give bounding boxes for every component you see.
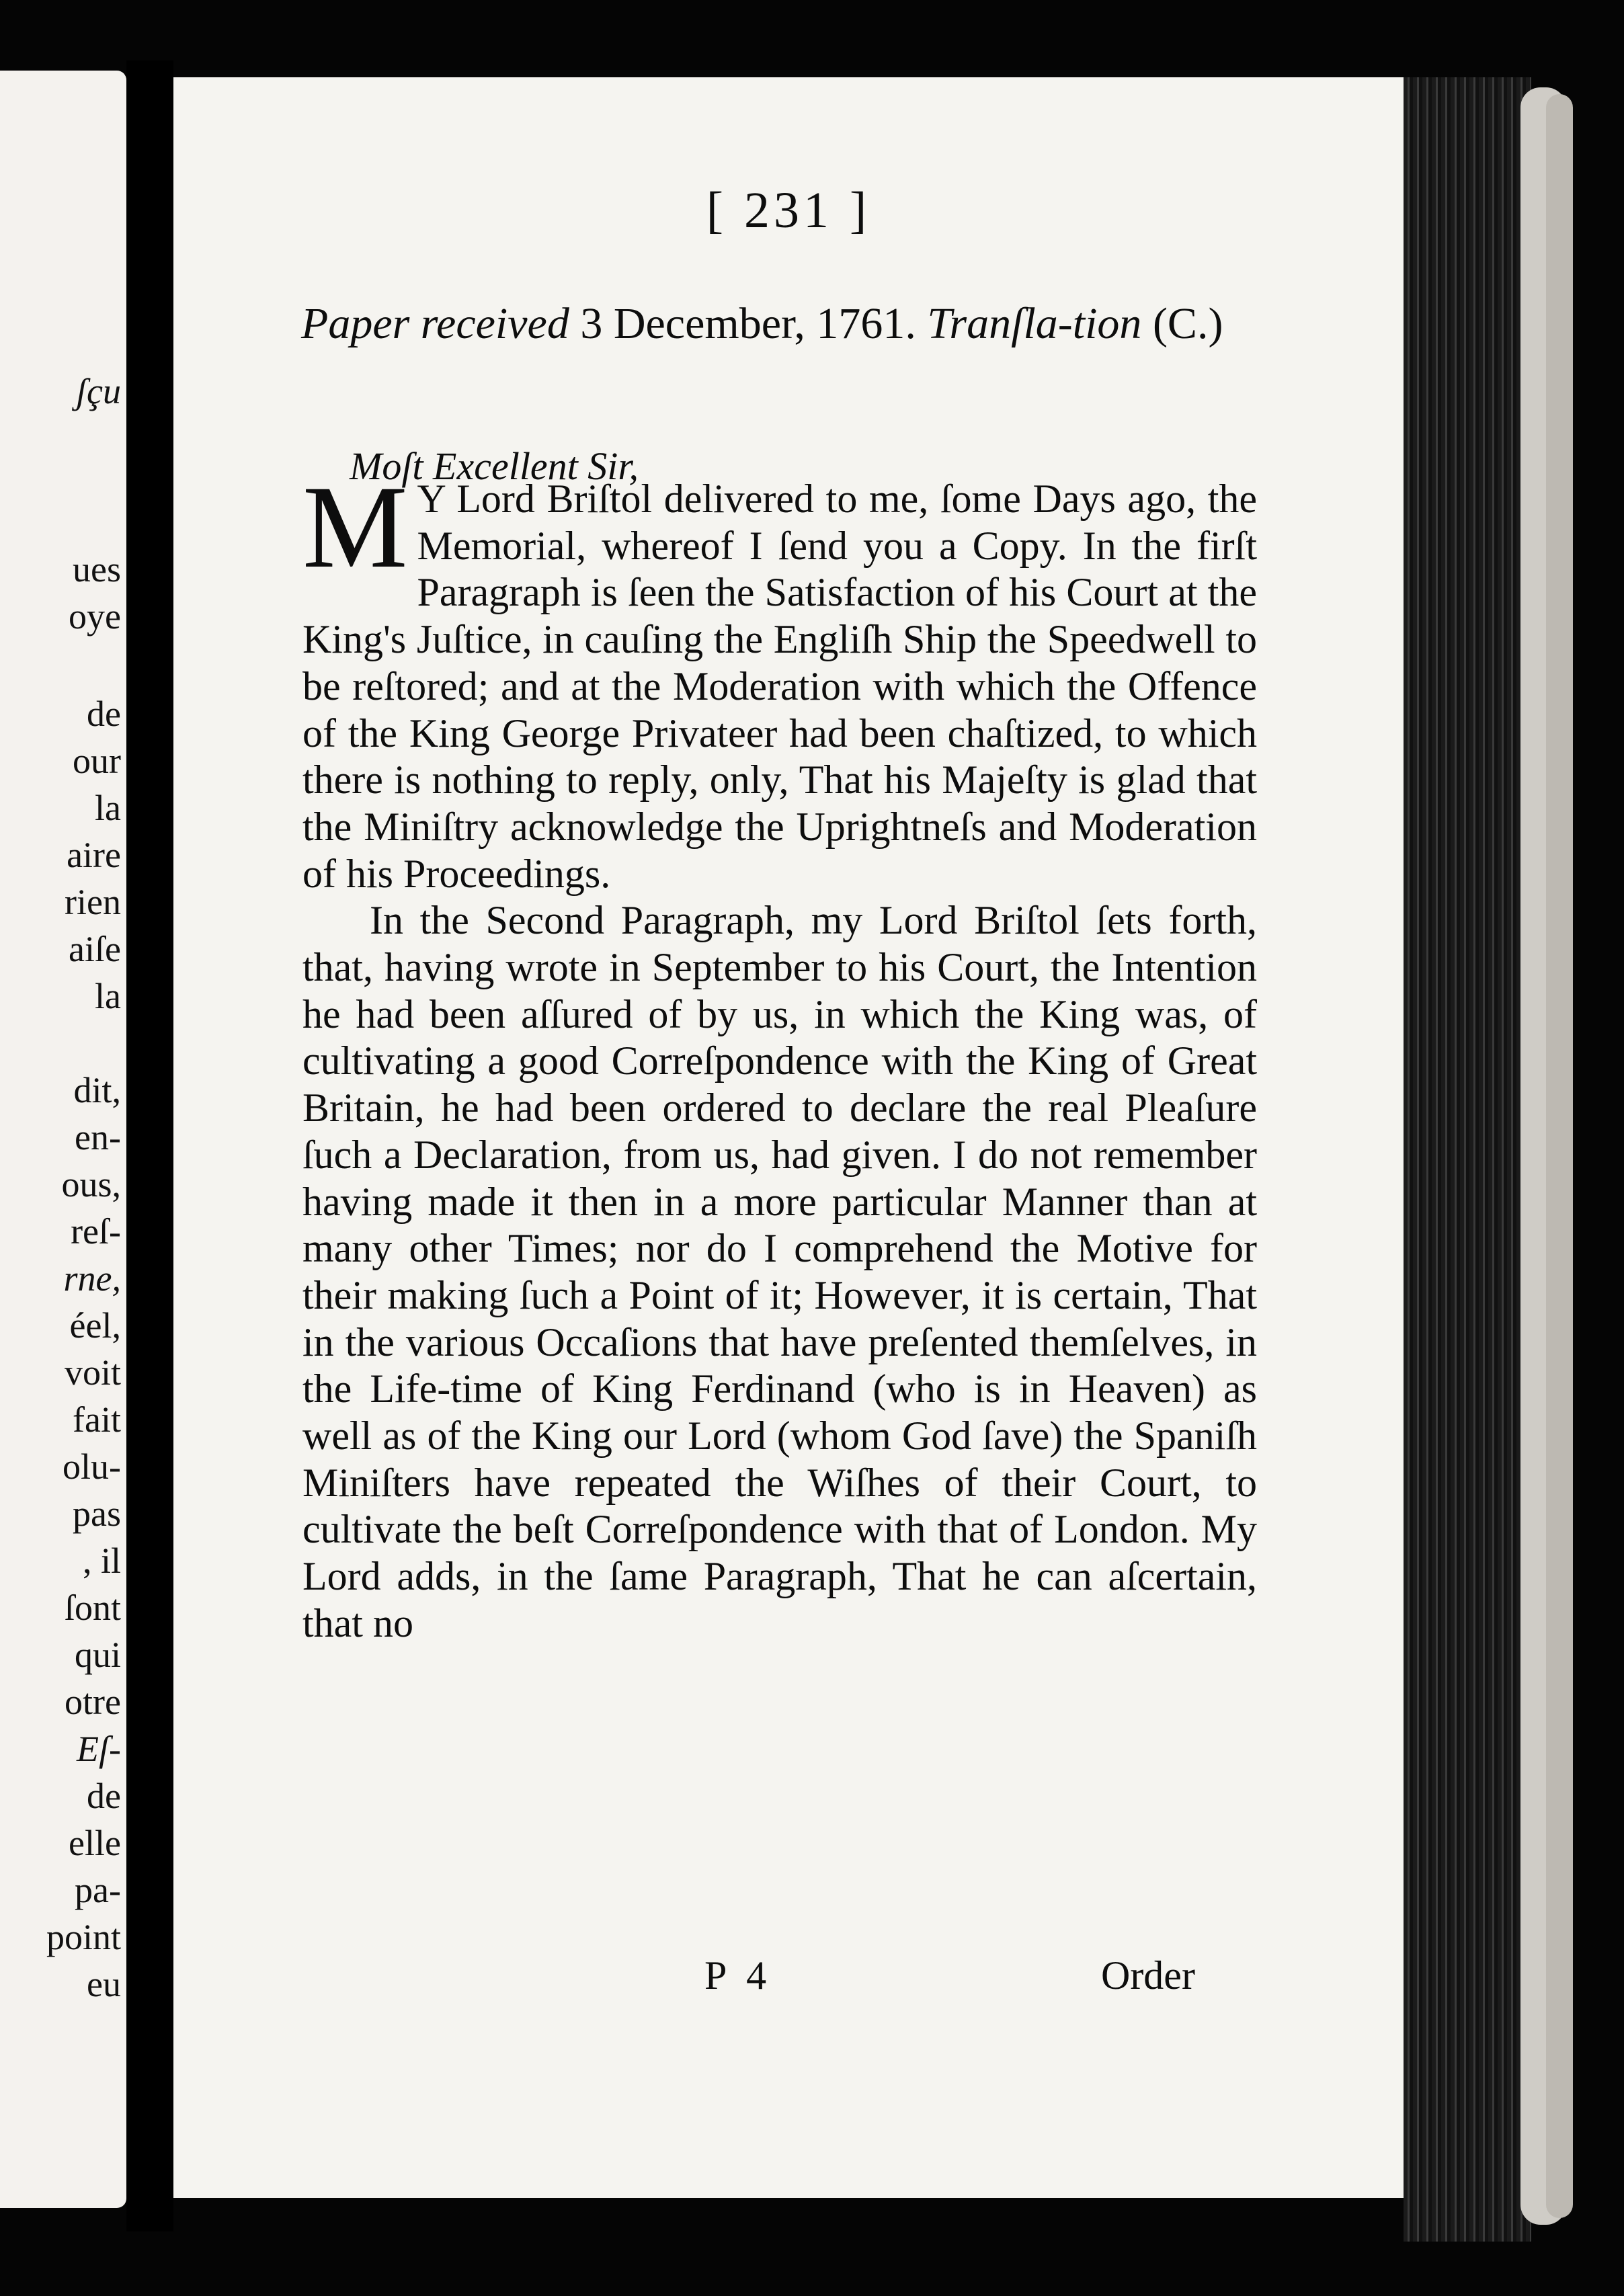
facing-page-fragment: elle [69,1823,121,1863]
heading-label: (C.) [1152,299,1223,348]
facing-page-fragment: otre [65,1682,121,1722]
facing-page-fragment: rne, [63,1258,121,1299]
facing-page-fragment: ſont [64,1588,121,1628]
facing-page-fragment: pa- [75,1870,121,1910]
facing-page-fragment: reſ- [71,1211,121,1252]
heading-date: 3 December, 1761. [580,299,916,348]
facing-page-fragment: éel, [69,1305,121,1346]
facing-page-fragment: qui [74,1635,121,1675]
facing-page-fragment: pas [73,1493,121,1534]
heading-italic-1: Paper received [301,299,569,348]
book-gutter [126,60,173,2231]
page-number: [ 231 ] [706,182,871,239]
facing-page-fragment: Eſ- [77,1729,121,1769]
facing-page-fragment: en- [75,1117,121,1157]
signature-mark: P 4 [704,1953,772,1998]
paragraph-2: In the Second Paragraph, my Lord Briſtol ſets forth, that, having wrote in September to his Court, the Intention he had been aſſured of by us, in which the King was, of cultivating a good Correſpondence with the King of Great Britain, he had been ordered to declare the real Pleaſure ſuch a Declaration, from us, had given. I do not remember having made it then in a more particular Manner than at many other Times; nor do I comprehend the Motive for their making ſuch a Point of it; However, it is certain, That in the various Occaſions that have preſented themſelves, in the Life-time of King Ferdinand (who is in Heaven) as well as of the King our Lord (whom God ſave) the Spaniſh Miniſters have repeated the Wiſhes of their Court, to cultivate the beſt Correſpondence with that of London. My Lord adds, in the ſame Paragraph, That he can aſcertain, that no [302,898,1257,1645]
facing-page-fragment: ʃçu [76,371,121,411]
facing-page-fragment: aire [67,835,121,875]
drop-cap: M [302,462,408,593]
facing-page-fragment: , il [82,1541,121,1581]
facing-page-fragment: aiſe [69,929,121,969]
book-cover-edge-inner [1546,94,1573,2218]
facing-page-fragment: la [95,788,121,828]
facing-page-fragment: de [87,694,121,734]
facing-page-fragment: voit [64,1352,121,1393]
heading-italic-2: Tranſla-tion [927,299,1142,348]
salutation: Moſt Excellent Sir, [350,444,639,488]
facing-page-fragment: our [73,741,121,781]
facing-page-fragment: dit, [73,1070,121,1110]
facing-page [0,71,126,2208]
facing-page-fragment: la [95,976,121,1016]
facing-page-fragment: oye [69,596,121,637]
facing-page-fragment: olu- [63,1446,121,1487]
facing-page-fragment: point [46,1917,121,1957]
facing-page-fragment: fait [73,1399,121,1440]
facing-page-fragment: eu [87,1964,121,2004]
catchword: Order [1101,1953,1195,1998]
facing-page-fragment: ous, [61,1164,121,1204]
book-page [173,77,1404,2198]
facing-page-fragment: de [87,1776,121,1816]
document-heading [301,300,1262,347]
facing-page-fragment: ues [73,549,121,589]
page-edges [1404,77,1531,2242]
paragraph-1-text: Y Lord Briſtol delivered to me, ſome Days ago, the Memorial, whereof I ſend you a Copy. In the firſt Paragraph is ſeen the Satisfaction of his Court at the King's Juſtice, in cauſing the Engliſh Ship the Speedwell to be reſtored; and at the Moderation with which the Offence of the King George Privateer had been chaſtized, to which there is nothing to reply, only, That his Majeſty is glad that the Miniſtry acknowledge the Uprightneſs and Moderation of his Proceedings. [302,477,1257,896]
facing-page-fragment: rien [65,882,121,922]
